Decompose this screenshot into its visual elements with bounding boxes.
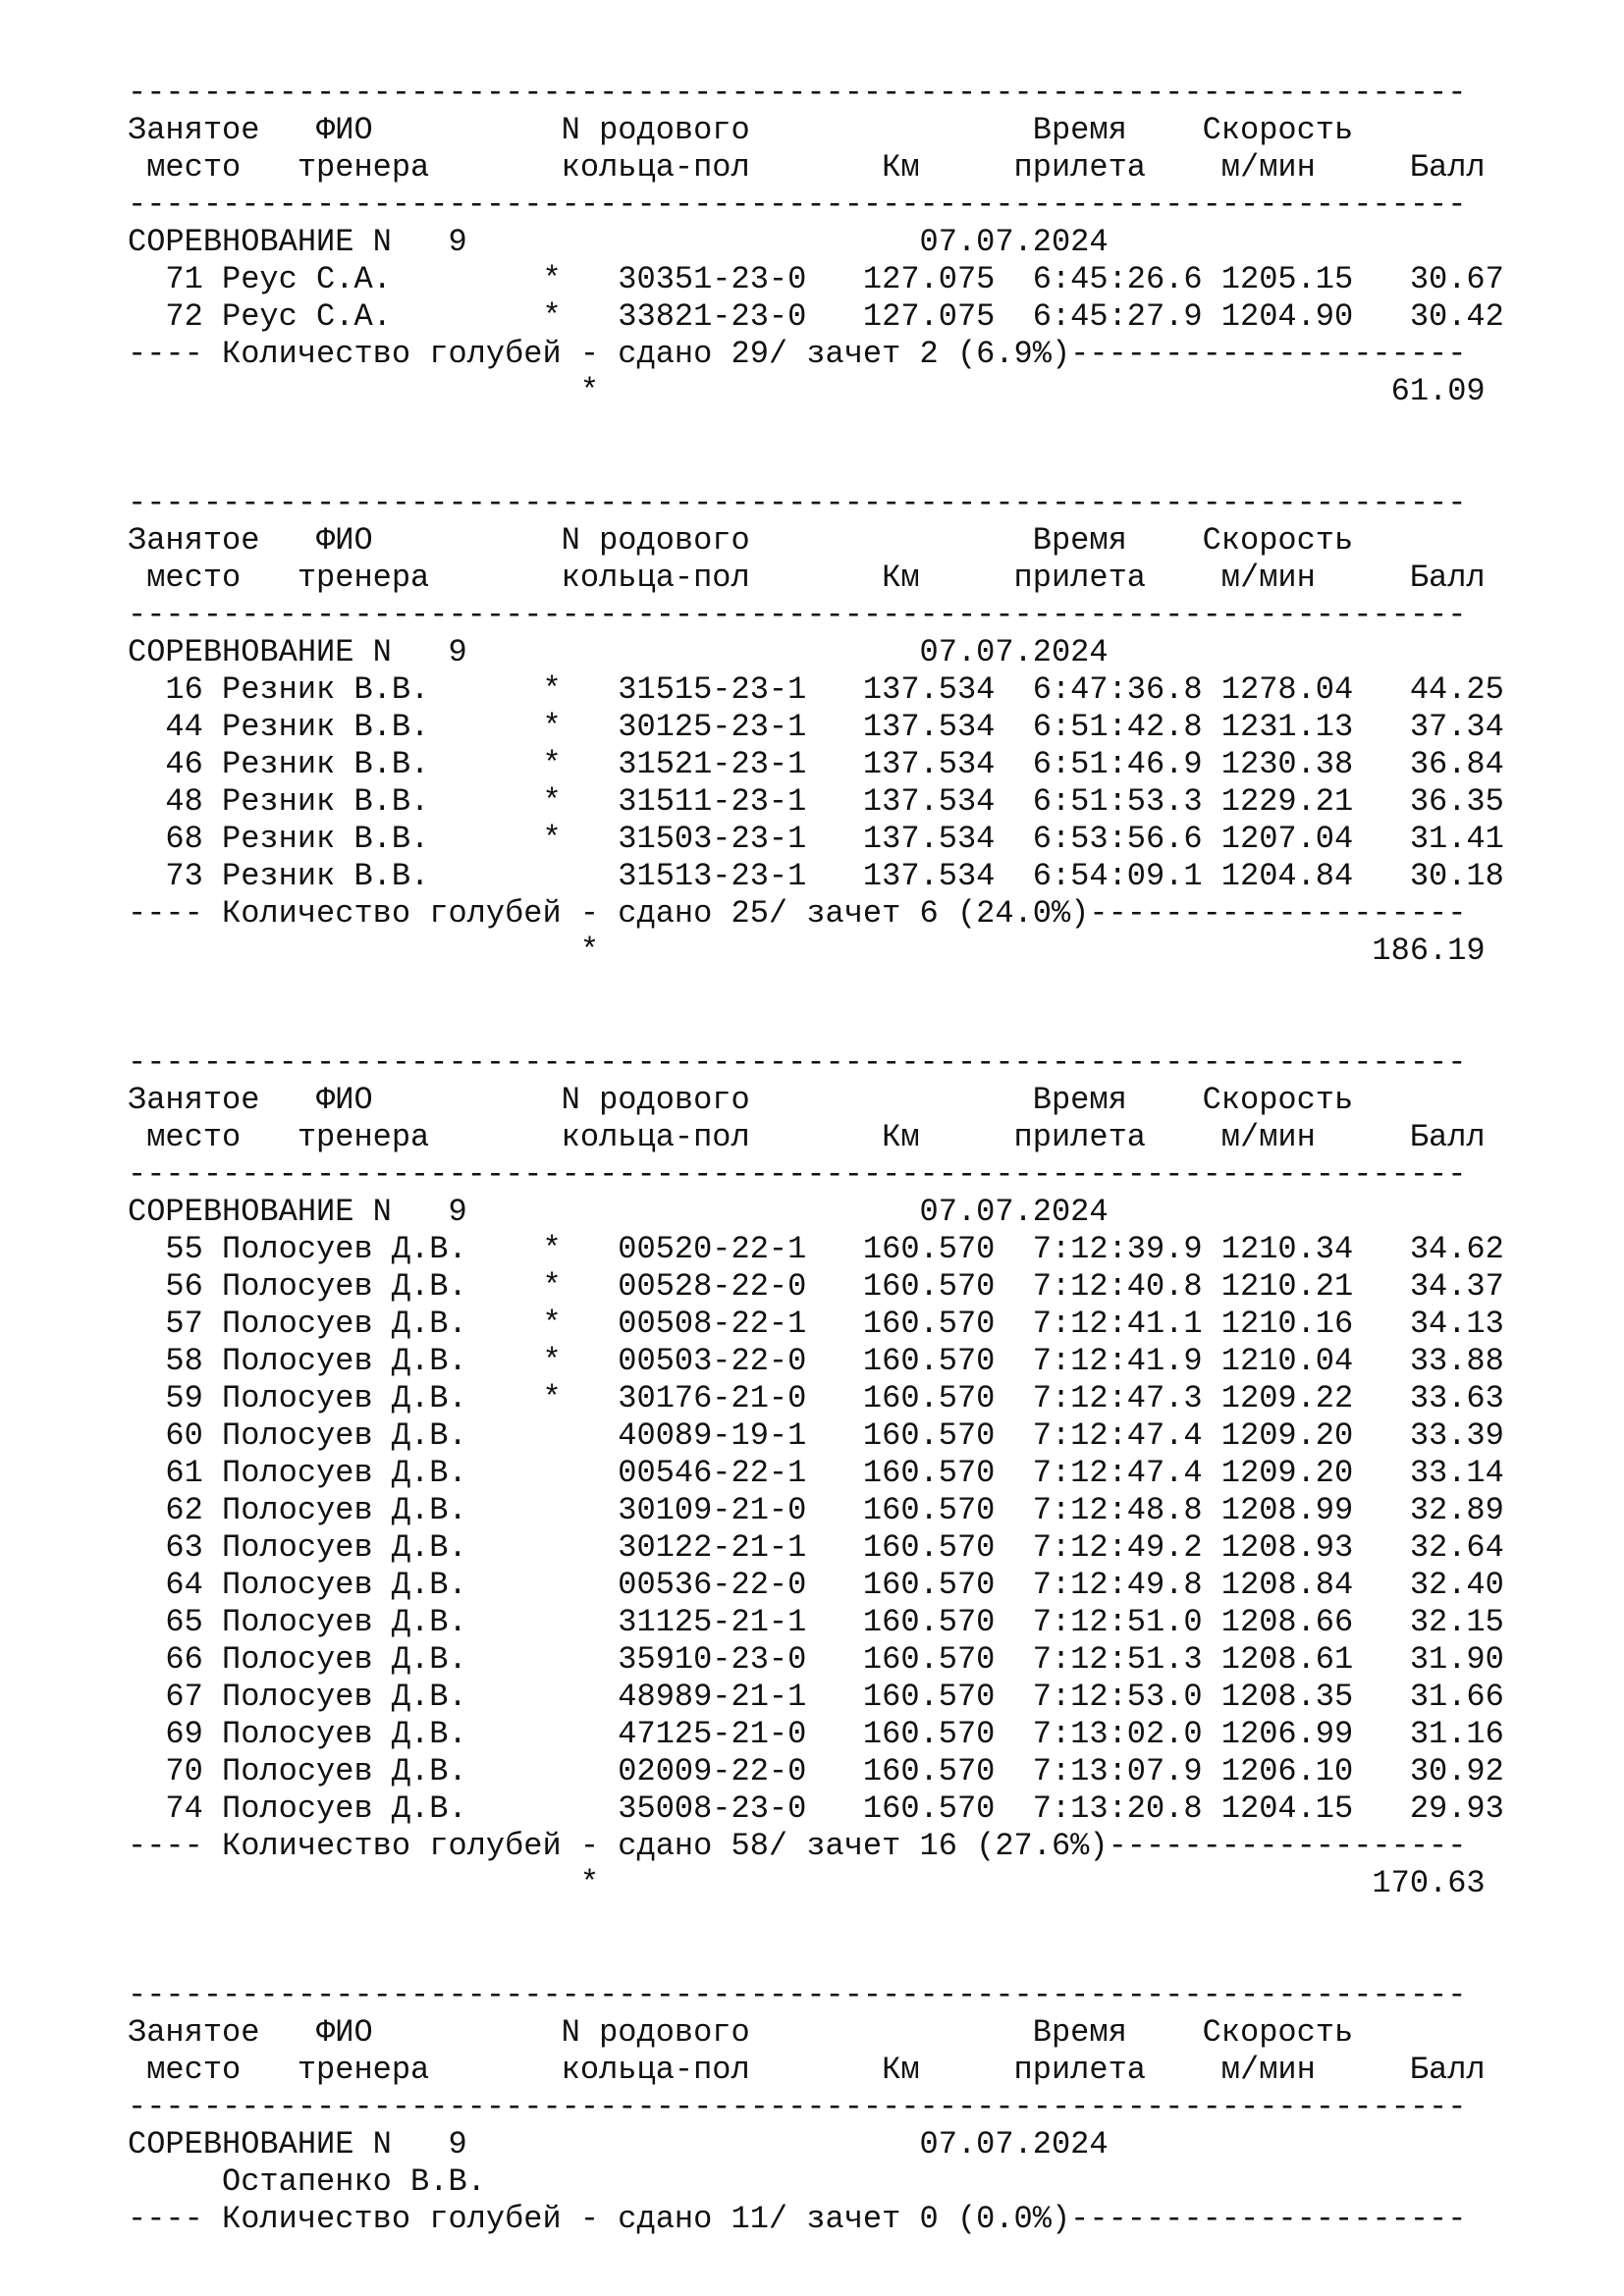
total-line: * 170.63 <box>128 1865 1486 1901</box>
result-row: 56 Полосуев Д.В. * 00528-22-0 160.570 7:12:40.8 1210.21 34.37 <box>128 1268 1504 1305</box>
block-spacer <box>128 1902 1561 1977</box>
result-row: 16 Резник В.В. * 31515-23-1 137.534 6:47:36.8 1278.04 44.25 <box>128 671 1504 708</box>
column-header-line-2: место тренера кольца-пол Км прилета м/мин Балл <box>128 1119 1486 1155</box>
separator-line: ----------------------------------------------------------------------- <box>128 1044 1467 1081</box>
column-header-line-2: место тренера кольца-пол Км прилета м/мин Балл <box>128 560 1486 596</box>
column-header-line-1: Занятое ФИО N родового Время Скорость <box>128 112 1354 148</box>
result-row: 69 Полосуев Д.В. 47125-21-0 160.570 7:13:02.0 1206.99 31.16 <box>128 1716 1504 1752</box>
column-header-line-1: Занятое ФИО N родового Время Скорость <box>128 2014 1354 2051</box>
separator-line: ----------------------------------------------------------------------- <box>128 597 1467 633</box>
result-block <box>128 485 1561 970</box>
result-row: 73 Резник В.В. 31513-23-1 137.534 6:54:09.1 1204.84 30.18 <box>128 858 1504 894</box>
summary-line: ---- Количество голубей - сдано 11/ зачет 0 (0.0%)--------------------- <box>128 2201 1467 2237</box>
result-row: 74 Полосуев Д.В. 35008-23-0 160.570 7:13:20.8 1204.15 29.93 <box>128 1790 1504 1827</box>
result-row: 70 Полосуев Д.В. 02009-22-0 160.570 7:13:07.9 1206.10 30.92 <box>128 1753 1504 1789</box>
separator-line: ----------------------------------------------------------------------- <box>128 1156 1467 1193</box>
summary-line: ---- Количество голубей - сдано 58/ зачет 16 (27.6%)------------------- <box>128 1828 1467 1864</box>
block-spacer <box>128 410 1561 485</box>
result-block <box>128 75 1561 410</box>
summary-line: ---- Количество голубей - сдано 29/ зачет 2 (6.9%)--------------------- <box>128 336 1467 372</box>
result-row: 57 Полосуев Д.В. * 00508-22-1 160.570 7:12:41.1 1210.16 34.13 <box>128 1306 1504 1342</box>
result-row: 58 Полосуев Д.В. * 00503-22-0 160.570 7:12:41.9 1210.04 33.88 <box>128 1343 1504 1379</box>
column-header-line-1: Занятое ФИО N родового Время Скорость <box>128 522 1354 559</box>
result-row: 68 Резник В.В. * 31503-23-1 137.534 6:53:56.6 1207.04 31.41 <box>128 821 1504 857</box>
column-header-line-1: Занятое ФИО N родового Время Скорость <box>128 1082 1354 1118</box>
result-block <box>128 1977 1561 2238</box>
summary-line: ---- Количество голубей - сдано 25/ зачет 6 (24.0%)-------------------- <box>128 895 1467 932</box>
competition-line: СОРЕВНОВАНИЕ N 9 07.07.2024 <box>128 1194 1109 1230</box>
separator-line: ----------------------------------------------------------------------- <box>128 2089 1467 2125</box>
result-row: 44 Резник В.В. * 30125-23-1 137.534 6:51:42.8 1231.13 37.34 <box>128 709 1504 745</box>
result-row: 63 Полосуев Д.В. 30122-21-1 160.570 7:12:49.2 1208.93 32.64 <box>128 1529 1504 1566</box>
total-line: * 186.19 <box>128 933 1486 969</box>
result-row: 72 Реус С.А. * 33821-23-0 127.075 6:45:27.9 1204.90 30.42 <box>128 298 1504 335</box>
result-row: 67 Полосуев Д.В. 48989-21-1 160.570 7:12:53.0 1208.35 31.66 <box>128 1679 1504 1715</box>
block-spacer <box>128 970 1561 1044</box>
total-line: * 61.09 <box>128 373 1486 409</box>
result-row: 64 Полосуев Д.В. 00536-22-0 160.570 7:12:49.8 1208.84 32.40 <box>128 1567 1504 1603</box>
result-row: 48 Резник В.В. * 31511-23-1 137.534 6:51:53.3 1229.21 36.35 <box>128 783 1504 820</box>
result-row: 65 Полосуев Д.В. 31125-21-1 160.570 7:12:51.0 1208.66 32.15 <box>128 1604 1504 1640</box>
competition-line: СОРЕВНОВАНИЕ N 9 07.07.2024 <box>128 634 1109 670</box>
separator-line: ----------------------------------------------------------------------- <box>128 187 1467 223</box>
column-header-line-2: место тренера кольца-пол Км прилета м/мин Балл <box>128 149 1486 186</box>
result-row: 71 Реус С.А. * 30351-23-0 127.075 6:45:26.6 1205.15 30.67 <box>128 261 1504 297</box>
result-row: Остапенко В.В. <box>128 2163 486 2200</box>
result-row: 61 Полосуев Д.В. 00546-22-1 160.570 7:12:47.4 1209.20 33.14 <box>128 1455 1504 1491</box>
result-row: 62 Полосуев Д.В. 30109-21-0 160.570 7:12:48.8 1208.99 32.89 <box>128 1492 1504 1528</box>
result-row: 66 Полосуев Д.В. 35910-23-0 160.570 7:12:51.3 1208.61 31.90 <box>128 1641 1504 1678</box>
result-row: 55 Полосуев Д.В. * 00520-22-1 160.570 7:12:39.9 1210.34 34.62 <box>128 1231 1504 1267</box>
result-block <box>128 1044 1561 1902</box>
column-header-line-2: место тренера кольца-пол Км прилета м/мин Балл <box>128 2052 1486 2088</box>
separator-line: ----------------------------------------------------------------------- <box>128 1977 1467 2013</box>
competition-line: СОРЕВНОВАНИЕ N 9 07.07.2024 <box>128 224 1109 260</box>
competition-line: СОРЕВНОВАНИЕ N 9 07.07.2024 <box>128 2126 1109 2163</box>
result-row: 60 Полосуев Д.В. 40089-19-1 160.570 7:12:47.4 1209.20 33.39 <box>128 1417 1504 1454</box>
separator-line: ----------------------------------------------------------------------- <box>128 75 1467 111</box>
separator-line: ----------------------------------------------------------------------- <box>128 485 1467 521</box>
result-row: 59 Полосуев Д.В. * 30176-21-0 160.570 7:12:47.3 1209.22 33.63 <box>128 1380 1504 1416</box>
results-report <box>128 75 1561 2238</box>
result-row: 46 Резник В.В. * 31521-23-1 137.534 6:51:46.9 1230.38 36.84 <box>128 746 1504 782</box>
